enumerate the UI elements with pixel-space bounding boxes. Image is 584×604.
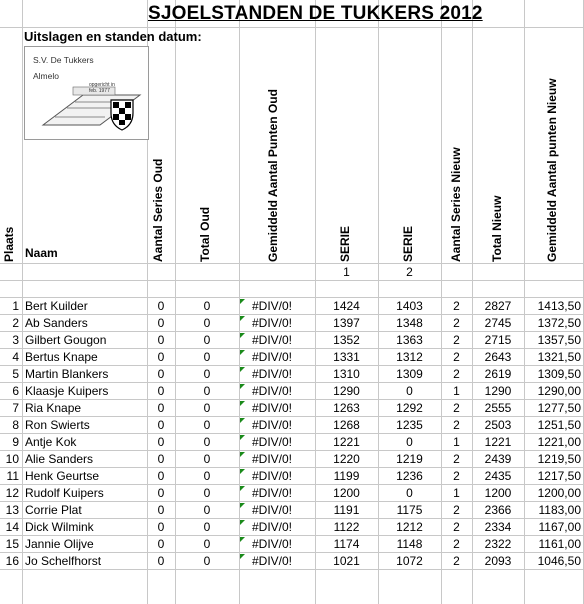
- cell-naam: Henk Geurtse: [25, 469, 100, 483]
- cell-totaal-oud: 0: [203, 452, 211, 466]
- header-serie-1: SERIE: [338, 225, 352, 262]
- cell-series-oud: 0: [157, 520, 165, 534]
- cell-naam: Alie Sanders: [25, 452, 94, 466]
- error-flag-icon: [240, 554, 245, 559]
- error-flag-icon: [240, 486, 245, 491]
- cell-plaats: 15: [5, 537, 19, 551]
- cell-serie-1: 1331: [333, 350, 360, 364]
- cell-naam: Ria Knape: [25, 401, 82, 415]
- cell-totaal-oud: 0: [203, 503, 211, 517]
- cell-gem-nieuw: 1221,00: [537, 435, 581, 449]
- cell-serie-1: 1397: [333, 316, 360, 330]
- cell-serie-1: 1310: [333, 367, 360, 381]
- header-aantal-series-oud: Aantal Series Oud: [151, 158, 165, 262]
- cell-serie-1: 1268: [333, 418, 360, 432]
- cell-totaal-oud: 0: [203, 418, 211, 432]
- cell-totaal-nieuw: 2093: [484, 554, 512, 568]
- logo-text-founded: opgericht in: [89, 82, 115, 88]
- error-flag-icon: [240, 503, 245, 508]
- cell-series-oud: 0: [157, 418, 165, 432]
- subtitle: Uitslagen en standen datum:: [24, 29, 202, 44]
- cell-gem-oud: #DIV/0!: [252, 367, 293, 381]
- serie-2-number: 2: [406, 265, 413, 279]
- cell-totaal-oud: 0: [203, 299, 211, 313]
- cell-series-oud: 0: [157, 367, 165, 381]
- cell-totaal-oud: 0: [203, 367, 211, 381]
- cell-serie-1: 1200: [333, 486, 360, 500]
- cell-totaal-oud: 0: [203, 520, 211, 534]
- cell-totaal-nieuw: 1200: [484, 486, 512, 500]
- cell-gem-nieuw: 1413,50: [537, 299, 581, 313]
- cell-series-oud: 0: [157, 452, 165, 466]
- cell-totaal-nieuw: 2715: [484, 333, 512, 347]
- error-flag-icon: [240, 350, 245, 355]
- cell-totaal-nieuw: 2745: [484, 316, 512, 330]
- cell-serie-2: 0: [406, 435, 413, 449]
- cell-serie-2: 1072: [396, 554, 423, 568]
- cell-series-nieuw: 1: [453, 435, 460, 449]
- cell-serie-2: 1236: [396, 469, 423, 483]
- cell-gem-nieuw: 1277,50: [537, 401, 581, 415]
- cell-series-nieuw: 1: [453, 384, 460, 398]
- cell-series-nieuw: 2: [453, 333, 460, 347]
- cell-serie-1: 1191: [333, 503, 360, 517]
- cell-totaal-nieuw: 2366: [484, 503, 512, 517]
- cell-series-oud: 0: [157, 401, 165, 415]
- grid-line: [0, 280, 584, 281]
- cell-gem-nieuw: 1161,00: [538, 537, 581, 551]
- cell-totaal-oud: 0: [203, 469, 211, 483]
- cell-totaal-nieuw: 2322: [484, 537, 512, 551]
- header-totaal-oud: Total Oud: [198, 206, 212, 262]
- cell-naam: Rudolf Kuipers: [25, 486, 104, 500]
- cell-series-nieuw: 2: [453, 299, 460, 313]
- grid-line: [22, 0, 23, 604]
- cell-gem-oud: #DIV/0!: [252, 520, 293, 534]
- cell-gem-oud: #DIV/0!: [252, 537, 293, 551]
- cell-gem-nieuw: 1200,00: [537, 486, 581, 500]
- cell-naam: Jo Schelfhorst: [25, 554, 102, 568]
- cell-totaal-nieuw: 2439: [484, 452, 512, 466]
- cell-serie-1: 1199: [333, 469, 360, 483]
- cell-serie-1: 1122: [333, 520, 360, 534]
- cell-plaats: 6: [12, 384, 19, 398]
- cell-gem-nieuw: 1046,50: [537, 554, 581, 568]
- error-flag-icon: [240, 316, 245, 321]
- cell-series-nieuw: 2: [453, 452, 460, 466]
- cell-series-oud: 0: [157, 554, 165, 568]
- error-flag-icon: [240, 384, 245, 389]
- cell-gem-oud: #DIV/0!: [252, 554, 293, 568]
- cell-series-nieuw: 2: [453, 350, 460, 364]
- cell-plaats: 10: [5, 452, 19, 466]
- error-flag-icon: [240, 469, 245, 474]
- club-logo-graphic: [25, 47, 148, 139]
- cell-series-oud: 0: [157, 299, 165, 313]
- cell-gem-oud: #DIV/0!: [252, 350, 293, 364]
- cell-serie-2: 1219: [396, 452, 423, 466]
- page-title: SJOELSTANDEN DE TUKKERS 2012: [148, 3, 483, 24]
- cell-gem-oud: #DIV/0!: [252, 469, 293, 483]
- cell-totaal-oud: 0: [203, 350, 211, 364]
- error-flag-icon: [240, 452, 245, 457]
- cell-series-nieuw: 2: [453, 537, 460, 551]
- cell-totaal-nieuw: 2435: [484, 469, 512, 483]
- cell-totaal-oud: 0: [203, 333, 211, 347]
- cell-serie-2: 1175: [396, 503, 423, 517]
- cell-plaats: 4: [12, 350, 19, 364]
- cell-totaal-oud: 0: [203, 401, 211, 415]
- cell-naam: Bertus Knape: [25, 350, 98, 364]
- cell-serie-2: 1309: [396, 367, 423, 381]
- logo-text-city: Almelo: [33, 71, 59, 81]
- cell-plaats: 1: [12, 299, 19, 313]
- cell-series-oud: 0: [157, 435, 165, 449]
- cell-plaats: 16: [5, 554, 19, 568]
- cell-naam: Martin Blankers: [25, 367, 109, 381]
- cell-gem-nieuw: 1217,50: [537, 469, 581, 483]
- cell-plaats: 9: [12, 435, 19, 449]
- cell-naam: Ron Swierts: [25, 418, 90, 432]
- cell-totaal-nieuw: 2619: [484, 367, 512, 381]
- cell-totaal-nieuw: 2555: [484, 401, 512, 415]
- cell-serie-2: 1235: [396, 418, 423, 432]
- header-totaal-nieuw: Total Nieuw: [490, 195, 504, 262]
- cell-series-oud: 0: [157, 350, 165, 364]
- cell-series-nieuw: 2: [453, 520, 460, 534]
- header-serie-2: SERIE: [401, 225, 415, 262]
- cell-gem-oud: #DIV/0!: [252, 299, 293, 313]
- cell-serie-1: 1424: [333, 299, 360, 313]
- cell-gem-oud: #DIV/0!: [252, 435, 293, 449]
- error-flag-icon: [240, 435, 245, 440]
- cell-totaal-oud: 0: [203, 486, 211, 500]
- cell-serie-2: 1312: [396, 350, 423, 364]
- grid-line: [0, 27, 584, 28]
- cell-gem-nieuw: 1357,50: [537, 333, 581, 347]
- cell-gem-nieuw: 1251,50: [537, 418, 581, 432]
- cell-serie-1: 1174: [333, 537, 360, 551]
- cell-serie-1: 1263: [333, 401, 360, 415]
- grid-line: [0, 263, 584, 264]
- cell-naam: Bert Kuilder: [25, 299, 88, 313]
- header-gem-nieuw: Gemiddeld Aantal punten Nieuw: [545, 78, 559, 262]
- error-flag-icon: [240, 299, 245, 304]
- cell-series-nieuw: 2: [453, 554, 460, 568]
- error-flag-icon: [240, 520, 245, 525]
- cell-serie-2: 1403: [396, 299, 423, 313]
- cell-series-nieuw: 2: [453, 503, 460, 517]
- cell-serie-2: 0: [406, 384, 413, 398]
- cell-gem-oud: #DIV/0!: [252, 452, 293, 466]
- cell-totaal-oud: 0: [203, 384, 211, 398]
- cell-series-oud: 0: [157, 537, 165, 551]
- cell-series-oud: 0: [157, 384, 165, 398]
- cell-naam: Klaasje Kuipers: [25, 384, 109, 398]
- cell-serie-2: 1212: [396, 520, 423, 534]
- logo-text-founded-date: feb. 1977: [89, 88, 110, 94]
- cell-series-nieuw: 2: [453, 418, 460, 432]
- cell-gem-oud: #DIV/0!: [252, 486, 293, 500]
- cell-serie-1: 1221: [333, 435, 360, 449]
- cell-serie-1: 1352: [333, 333, 360, 347]
- cell-gem-nieuw: 1309,50: [537, 367, 581, 381]
- cell-naam: Jannie Olijve: [25, 537, 94, 551]
- cell-naam: Antje Kok: [25, 435, 77, 449]
- cell-plaats: 13: [5, 503, 19, 517]
- cell-serie-2: 1348: [396, 316, 423, 330]
- cell-plaats: 7: [12, 401, 19, 415]
- cell-gem-nieuw: 1321,50: [537, 350, 581, 364]
- cell-plaats: 5: [12, 367, 19, 381]
- cell-series-oud: 0: [157, 333, 165, 347]
- error-flag-icon: [240, 367, 245, 372]
- cell-serie-1: 1220: [333, 452, 360, 466]
- cell-gem-nieuw: 1167,00: [538, 520, 581, 534]
- cell-series-oud: 0: [157, 503, 165, 517]
- cell-serie-2: 1363: [396, 333, 423, 347]
- cell-plaats: 11: [6, 469, 19, 483]
- cell-serie-2: 1292: [396, 401, 423, 415]
- cell-series-nieuw: 2: [453, 469, 460, 483]
- cell-totaal-nieuw: 2827: [484, 299, 512, 313]
- cell-naam: Corrie Plat: [25, 503, 82, 517]
- cell-totaal-nieuw: 1221: [484, 435, 512, 449]
- cell-plaats: 8: [12, 418, 19, 432]
- cell-plaats: 12: [5, 486, 19, 500]
- cell-gem-nieuw: 1219,50: [537, 452, 581, 466]
- cell-gem-nieuw: 1290,00: [537, 384, 581, 398]
- cell-gem-oud: #DIV/0!: [252, 384, 293, 398]
- cell-gem-oud: #DIV/0!: [252, 316, 293, 330]
- header-plaats: Plaats: [2, 226, 16, 262]
- error-flag-icon: [240, 537, 245, 542]
- cell-series-nieuw: 2: [453, 401, 460, 415]
- cell-gem-oud: #DIV/0!: [252, 333, 293, 347]
- cell-gem-oud: #DIV/0!: [252, 503, 293, 517]
- cell-plaats: 3: [12, 333, 19, 347]
- cell-totaal-oud: 0: [203, 554, 211, 568]
- cell-naam: Ab Sanders: [25, 316, 88, 330]
- cell-naam: Gilbert Gougon: [25, 333, 107, 347]
- cell-series-nieuw: 2: [453, 367, 460, 381]
- cell-totaal-oud: 0: [203, 316, 211, 330]
- error-flag-icon: [240, 401, 245, 406]
- cell-totaal-nieuw: 2503: [484, 418, 512, 432]
- cell-naam: Dick Wilmink: [25, 520, 94, 534]
- cell-series-oud: 0: [157, 316, 165, 330]
- cell-plaats: 14: [5, 520, 19, 534]
- cell-serie-2: 0: [406, 486, 413, 500]
- logo-text-club: S.V. De Tukkers: [33, 55, 94, 65]
- cell-gem-oud: #DIV/0!: [252, 418, 293, 432]
- header-gem-oud: Gemiddeld Aantal Punten Oud: [266, 89, 280, 262]
- error-flag-icon: [240, 418, 245, 423]
- header-naam: Naam: [25, 246, 58, 260]
- cell-totaal-nieuw: 2643: [484, 350, 512, 364]
- cell-totaal-oud: 0: [203, 537, 211, 551]
- cell-serie-1: 1021: [333, 554, 360, 568]
- cell-serie-1: 1290: [333, 384, 360, 398]
- error-flag-icon: [240, 333, 245, 338]
- club-logo: [24, 46, 149, 140]
- cell-totaal-nieuw: 2334: [484, 520, 512, 534]
- cell-totaal-oud: 0: [203, 435, 211, 449]
- cell-serie-2: 1148: [396, 537, 423, 551]
- cell-gem-oud: #DIV/0!: [252, 401, 293, 415]
- cell-gem-nieuw: 1372,50: [537, 316, 581, 330]
- header-aantal-series-nieuw: Aantal Series Nieuw: [449, 147, 463, 262]
- cell-series-oud: 0: [157, 486, 165, 500]
- cell-series-oud: 0: [157, 469, 165, 483]
- cell-totaal-nieuw: 1290: [484, 384, 512, 398]
- cell-plaats: 2: [12, 316, 19, 330]
- cell-gem-nieuw: 1183,00: [538, 503, 581, 517]
- cell-series-nieuw: 1: [453, 486, 460, 500]
- cell-series-nieuw: 2: [453, 316, 460, 330]
- serie-1-number: 1: [343, 265, 350, 279]
